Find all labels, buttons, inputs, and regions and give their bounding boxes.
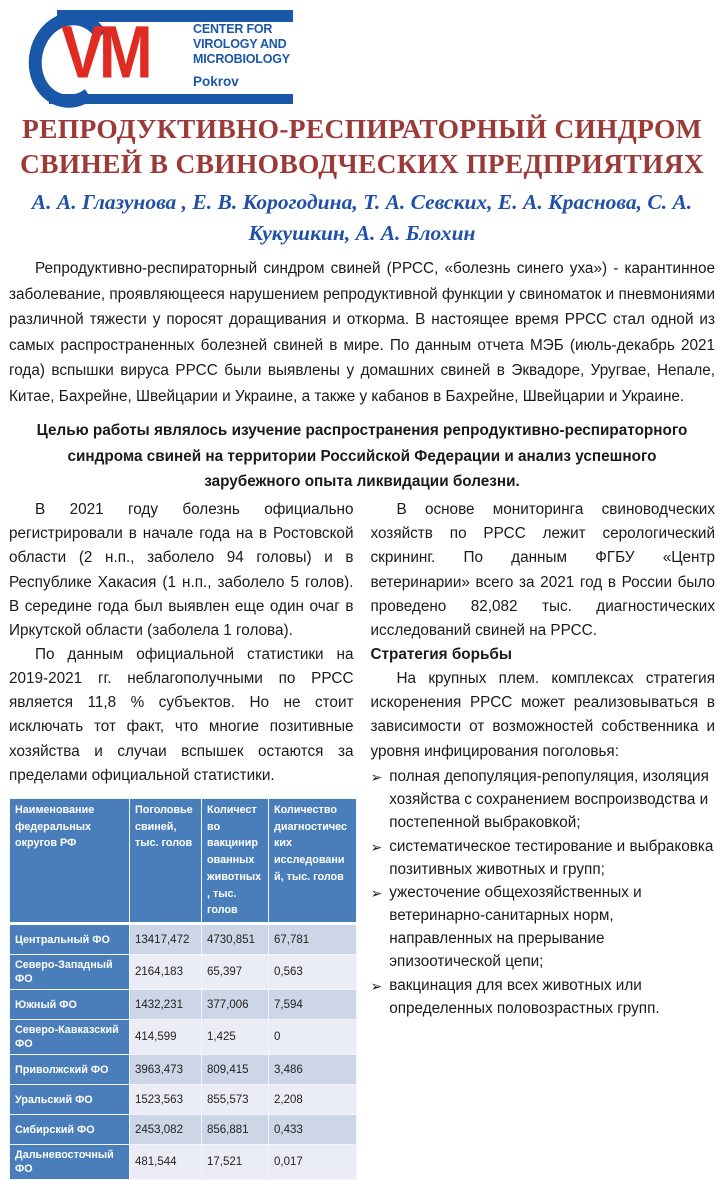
left-column [9,498,354,1180]
institute-logo [23,8,313,106]
table-region-cell: Северо-Кавказский ФО [10,1020,130,1055]
bullet-text: систематическое тестирование и выбраковка позитивных животных и групп; [389,837,714,878]
table-row [10,924,357,955]
table-value-cell: 65,397 [202,955,269,990]
strategy-bullet-item [371,882,716,974]
strategy-bullet-list [371,766,716,1021]
table-value-cell: 1523,563 [130,1085,202,1115]
table-value-cell: 13417,472 [130,924,202,955]
table-row [10,1055,357,1085]
table-row [10,955,357,990]
table-value-cell: 0,563 [269,955,357,990]
table-row [10,1145,357,1180]
bullet-text: ужесточение общехозяйственных и ветеринарно-санитарных норм, направленных на прерывание эпизоотической цепи; [389,884,642,971]
table-value-cell: 2453,082 [130,1115,202,1145]
table-value-cell: 1432,231 [130,990,202,1020]
logo-bottom-bar [49,94,293,104]
table-region-cell: Северо-Западный ФО [10,955,130,990]
two-column-section [9,498,715,1180]
bullet-arrow-icon: ➢ [370,978,383,995]
table-value-cell: 377,006 [202,990,269,1020]
intro-paragraph: Репродуктивно-респираторный синдром свиней (РРСС, «болезнь синего уха») - карантинное заболевание, проявляющееся нарушением репродуктивной функции у свиноматок и пневмониями различной тяжести у поросят доращивания и откорма. В настоящее время РРСС стал одной из самых распространенных болезней свиней в мире. По данным отчета МЭБ (июль-декабрь 2021 года) вспышки вируса РРСС были выявлены у домашних свиней в Эквадоре, Уругвае, Непале, Китае, Бахрейне, Швейцарии и Украине, а также у кабанов в Бахрейне, Швейцарии и Украине. [9,260,715,405]
logo-org-line2: VIROLOGY AND [193,37,287,51]
table-row [10,990,357,1020]
poster-page [0,8,724,1176]
table-header-cell: Поголовье свиней, тыс. голов [130,798,202,923]
bullet-arrow-icon: ➢ [370,838,383,855]
table-row [10,1115,357,1145]
table-row [10,1085,357,1115]
table-value-cell: 855,573 [202,1085,269,1115]
table-value-cell: 7,594 [269,990,357,1020]
table-value-cell: 0,433 [269,1115,357,1145]
table-value-cell: 3963,473 [130,1055,202,1085]
table-value-cell: 481,544 [130,1145,202,1180]
table-value-cell: 0,017 [269,1145,357,1180]
logo-org-line1: CENTER FOR [193,22,273,36]
logo-city: Pokrov [193,74,239,89]
table-value-cell: 0 [269,1020,357,1055]
table-region-cell: Дальневосточный ФО [10,1145,130,1180]
right-column [371,498,716,1180]
table-region-cell: Приволжский ФО [10,1055,130,1085]
table-value-cell: 2,208 [269,1085,357,1115]
logo-org-line3: MICROBIOLOGY [193,52,290,66]
bullet-arrow-icon: ➢ [370,885,383,902]
table-region-cell: Центральный ФО [10,924,130,955]
strategy-bullet-item [371,766,716,835]
table-region-cell: Южный ФО [10,990,130,1020]
page-title: РЕПРОДУКТИВНО-РЕСПИРАТОРНЫЙ СИНДРОМ СВИНЕЙ В СВИНОВОДЧЕСКИХ ПРЕДПРИЯТИЯХ [19,113,705,179]
table-value-cell: 17,521 [202,1145,269,1180]
table-region-cell: Сибирский ФО [10,1115,130,1145]
table-value-cell: 809,415 [202,1055,269,1085]
table-row [10,1020,357,1055]
table-header-cell: Наименование федеральных округов РФ [10,798,130,923]
table-value-cell: 4730,851 [202,924,269,955]
strategy-bullet-item [371,836,716,882]
bullet-text: полная депопуляция-репопуляция, изоляция хозяйства с сохранением воспроизводства и постепенной выбраковкой; [389,767,709,831]
left-paragraph-2: По данным официальной статистики на 2019-2021 гг. неблагополучными по РРСС является 11,8 % субъектов. Но не стоит исключать тот факт, что многие позитивные хозяйства и случаи вспышек остаются за пределами официальной статистики. [9,646,354,784]
table-header-cell: Количество вакцинированных животных, тыс. голов [202,798,269,923]
strategy-intro-paragraph: На крупных плем. комплексах стратегия искоренения РРСС может реализовываться в зависимости от возможностей собственника и уровня инфицирования поголовья: [370,670,715,760]
authors-line: А. А. Глазунова , Е. В. Корогодина, Т. А. Севских, Е. А. Краснова, С. А. Кукушкин, А. А. Блохин [31,189,693,246]
table-region-cell: Уральский ФО [10,1085,130,1115]
strategy-bullet-item [371,975,716,1021]
bullet-text: вакцинация для всех животных или определенных половозрастных групп. [389,977,660,1018]
bullet-arrow-icon: ➢ [370,768,383,785]
table-value-cell: 414,599 [130,1020,202,1055]
federal-districts-table [9,798,357,1180]
table-value-cell: 856,881 [202,1115,269,1145]
logo-vm-letters: VM [61,10,148,95]
objective-paragraph: Целью работы являлось изучение распространения репродуктивно-респираторного синдрома свиней на территории Российской Федерации и анализ успешного зарубежного опыта ликвидации болезни. [36,422,688,490]
table-header-row [10,798,357,923]
table-header-cell: Количество диагностических исследований, тыс. голов [269,798,357,923]
logo-org-name [193,22,290,67]
table-value-cell: 3,486 [269,1055,357,1085]
left-paragraph-1: В 2021 году болезнь официально регистрировали в начале года на в Ростовской области (2 н.п., заболело 94 головы) и в Республике Хакасия (1 н.п., заболело 5 голов). В середине года был выявлен еще один очаг в Иркутской области (заболела 1 голова). [9,501,354,639]
right-paragraph-1: В основе мониторинга свиноводческих хозяйств по РРСС лежит серологический скрининг. По данным ФГБУ «Центр ветеринарии» всего за 2021 год в России было проведено 82,082 тыс. диагностических исследований свиней на РРСС. [370,501,715,639]
table-value-cell: 2164,183 [130,955,202,990]
table-value-cell: 67,781 [269,924,357,955]
strategy-heading: Стратегия борьбы [370,646,512,664]
table-value-cell: 1,425 [202,1020,269,1055]
